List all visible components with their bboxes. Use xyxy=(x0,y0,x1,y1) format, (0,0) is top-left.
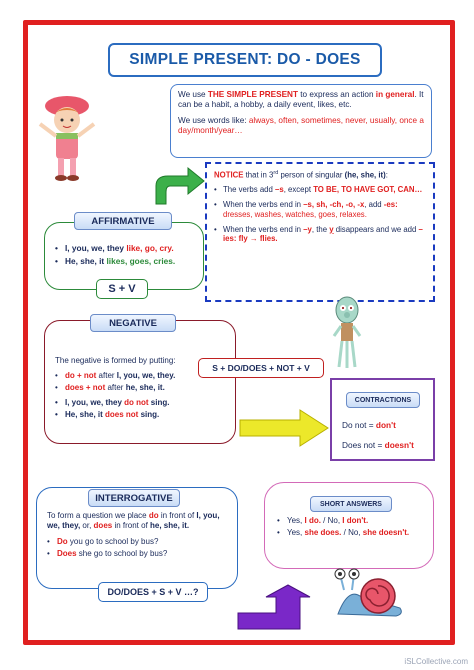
intro-paragraph-1 xyxy=(178,90,424,110)
example-text: sing. xyxy=(138,410,160,419)
rule-highlight: –s, sh, -ch, -o, -x xyxy=(303,200,365,210)
notice-pronouns: (he, she, it) xyxy=(344,170,386,180)
rule-highlight: –ies: fly → flies. xyxy=(223,224,423,244)
short-answer-2 xyxy=(277,528,421,537)
answer-text: / No, xyxy=(320,516,343,525)
rule-highlight: y xyxy=(329,224,334,234)
rule-highlight: do + not xyxy=(65,371,97,380)
answer-text: Yes, xyxy=(287,528,305,537)
notice-rule-1 xyxy=(214,185,426,195)
rule-highlight: TO BE, TO HAVE GOT, CAN… xyxy=(313,185,423,195)
notice-box xyxy=(205,162,435,302)
title-box xyxy=(108,43,382,77)
notice-superscript: rd xyxy=(273,170,279,176)
intro-text: or, xyxy=(80,521,94,530)
pronouns: I, you, we, they xyxy=(65,243,127,253)
interrogative-tag: INTERROGATIVE xyxy=(88,489,180,507)
short-answer-1 xyxy=(277,516,421,525)
contraction-form: don't xyxy=(375,420,396,430)
intro-text: . It can be a habit, a hobby, a daily event, likes, etc. xyxy=(178,90,424,109)
pronouns: I, you, we, they. xyxy=(116,371,176,380)
question-text: you go to school by bus? xyxy=(67,537,159,546)
pronouns: he, she, it. xyxy=(125,383,165,392)
affirmative-tag: AFFIRMATIVE xyxy=(74,212,172,230)
question-example-2 xyxy=(47,549,228,558)
green-curved-arrow xyxy=(150,164,206,206)
notice-label: NOTICE xyxy=(214,170,244,180)
rule-examples: dresses, washes, watches, goes, relaxes. xyxy=(223,209,367,219)
footer-watermark: iSLCollective.com xyxy=(404,657,468,666)
verb-forms: likes, goes, cries. xyxy=(106,256,176,266)
answer-text: Yes, xyxy=(287,516,305,525)
negative-verb: does not xyxy=(105,410,139,419)
rule-text: The verbs add xyxy=(223,185,276,195)
intro-text: in front of xyxy=(112,521,151,530)
intro-text: We use xyxy=(178,90,208,99)
notice-text: person of singular xyxy=(278,170,345,180)
intro-text: to express an action xyxy=(297,90,376,99)
negative-box xyxy=(44,320,236,444)
rule-text: When the verbs end in xyxy=(223,224,304,234)
auxiliary: Does xyxy=(57,549,77,558)
interrogative-formula: DO/DOES + S + V …? xyxy=(98,582,208,602)
contraction-line-1 xyxy=(342,420,423,430)
negative-formula: S + DO/DOES + NOT + V xyxy=(198,358,324,378)
purple-arrow xyxy=(236,583,320,631)
negative-verb: do not xyxy=(124,398,149,407)
intro-highlight: in general xyxy=(375,90,415,99)
answer-form: I do. xyxy=(304,516,321,525)
affirmative-line-1 xyxy=(55,243,193,253)
contractions-tag: CONTRACTIONS xyxy=(346,392,420,408)
short-answers-tag: SHORT ANSWERS xyxy=(310,496,392,512)
snail-character-illustration xyxy=(334,566,406,620)
intro-box xyxy=(170,84,432,158)
negative-rule-2 xyxy=(55,383,226,392)
intro-text: We use words like: xyxy=(178,116,249,125)
verb-forms: like, go, cry. xyxy=(126,243,174,253)
page-title: SIMPLE PRESENT: DO - DOES xyxy=(129,51,361,68)
rule-text: disappears and we add xyxy=(333,224,419,234)
interrogative-intro xyxy=(47,511,228,531)
negative-tag: NEGATIVE xyxy=(90,314,176,332)
intro-paragraph-2 xyxy=(178,116,424,136)
negative-example-2 xyxy=(55,410,226,419)
girl-character-illustration xyxy=(36,92,98,184)
question-example-1 xyxy=(47,537,228,546)
notice-rule-3 xyxy=(214,225,426,244)
answer-text: / No, xyxy=(341,528,363,537)
auxiliary: do xyxy=(148,511,159,520)
auxiliary: Do xyxy=(57,537,68,546)
rule-text: after xyxy=(105,383,126,392)
negative-intro: The negative is formed by putting: xyxy=(55,356,176,365)
answer-form: she doesn't. xyxy=(362,528,410,537)
pronouns: I, you, we, they, xyxy=(47,511,220,530)
example-text: sing. xyxy=(148,398,170,407)
notice-heading xyxy=(214,170,426,180)
frequency-words: always, often, sometimes, never, usually, once a day/month/year… xyxy=(178,116,424,135)
negative-example-1 xyxy=(55,398,226,407)
notice-rule-2 xyxy=(214,200,426,219)
intro-text: To form a question we place xyxy=(47,511,149,520)
rule-highlight: does + not xyxy=(65,383,106,392)
rule-highlight: –s xyxy=(275,185,284,195)
pronouns: he, she, it. xyxy=(150,521,190,530)
pronouns: I, you, we, they xyxy=(65,398,125,407)
contraction-form: doesn't xyxy=(384,440,414,450)
squid-character-illustration xyxy=(330,296,364,372)
contraction-text: Do not = xyxy=(342,420,376,430)
rule-text: , add xyxy=(364,200,384,210)
affirmative-line-2 xyxy=(55,256,193,266)
answer-form: she does. xyxy=(304,528,342,537)
question-text: she go to school by bus? xyxy=(76,549,168,558)
auxiliary: does xyxy=(93,521,113,530)
intro-highlight: THE SIMPLE PRESENT xyxy=(207,90,298,99)
pronouns: He, she, it xyxy=(65,256,107,266)
yellow-arrow xyxy=(238,408,330,448)
contraction-text: Does not = xyxy=(342,440,385,450)
notice-text: : xyxy=(385,170,388,180)
rule-text: after xyxy=(96,371,117,380)
contractions-box xyxy=(330,378,435,461)
rule-highlight: –y xyxy=(303,224,312,234)
rule-highlight: -es: xyxy=(383,200,398,210)
affirmative-formula: S + V xyxy=(96,279,148,299)
answer-form: I don't. xyxy=(342,516,369,525)
contraction-line-2 xyxy=(342,440,423,450)
rule-text: When the verbs end in xyxy=(223,200,304,210)
notice-text: that in 3 xyxy=(243,170,274,180)
pronouns: He, she, it xyxy=(65,410,106,419)
rule-text: , except xyxy=(283,185,314,195)
rule-text: , the xyxy=(311,224,330,234)
intro-text: in front of xyxy=(158,511,197,520)
